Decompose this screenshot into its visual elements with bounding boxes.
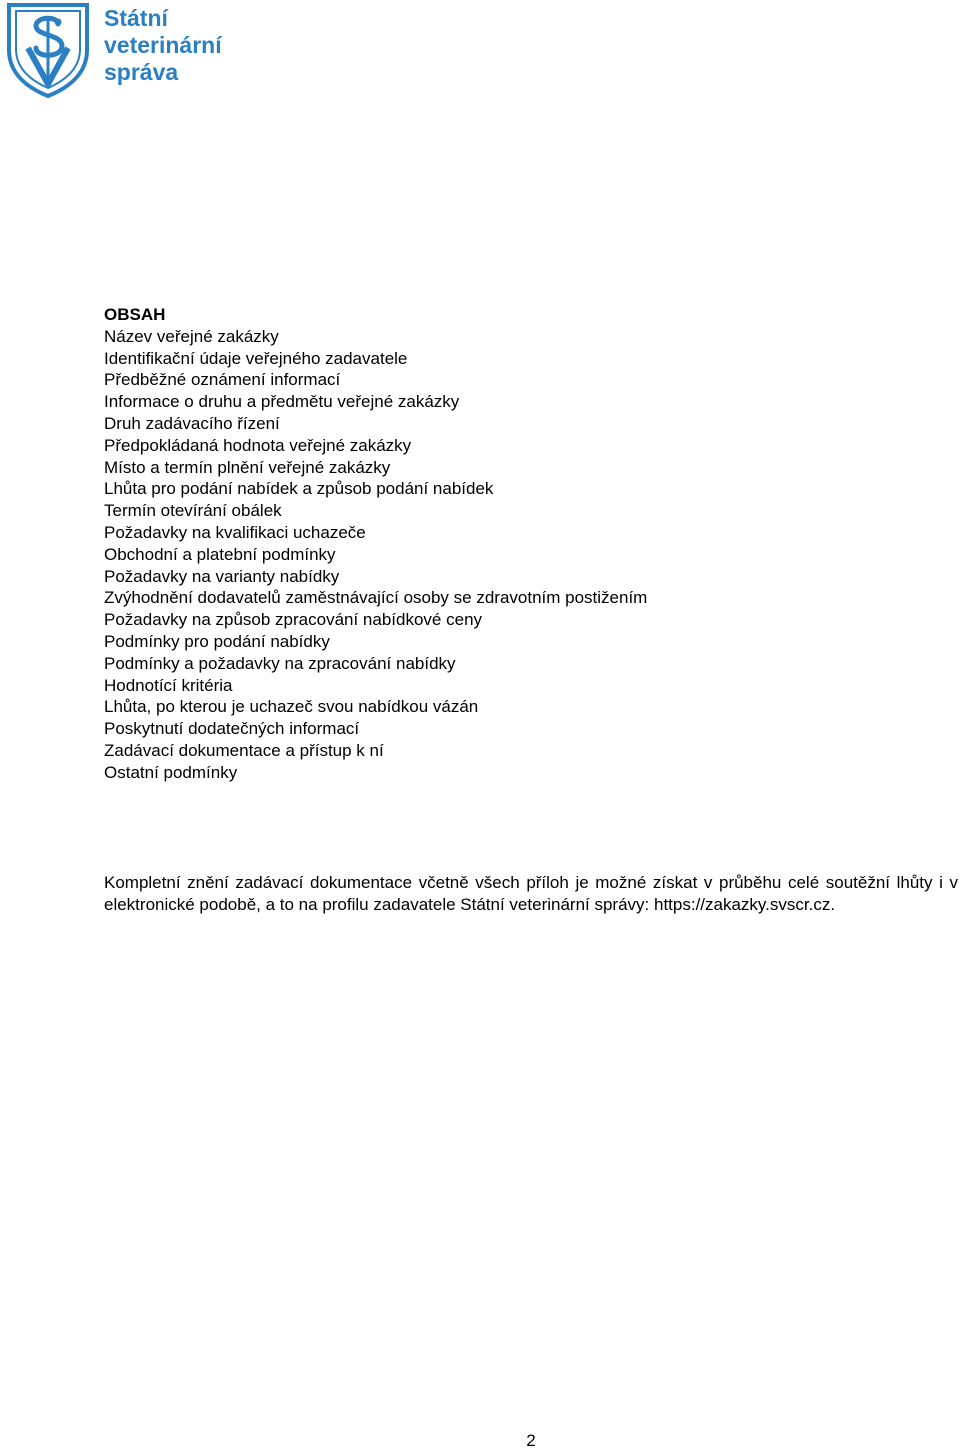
toc-heading: OBSAH [104,305,166,324]
toc-item: Požadavky na způsob zpracování nabídkové ceny [104,610,483,630]
toc-item: Zvýhodnění dodavatelů zaměstnávající osoby se zdravotním postižením [104,588,648,608]
toc-item: Požadavky na kvalifikaci uchazeče [104,522,366,542]
toc-item: Poskytnutí dodatečných informací [104,719,360,739]
toc-item: Druh zadávacího řízení [104,413,280,433]
toc-item: Podmínky a požadavky na zpracování nabídky [104,653,456,673]
toc-item: Podmínky pro podání nabídky [104,631,330,651]
logo-line-2: veterinární [104,32,222,58]
toc-item: Lhůta pro podání nabídek a způsob podání nabídek [104,479,494,499]
logo-wordmark [104,5,222,86]
toc-item: Hodnotící kritéria [104,675,233,695]
toc-item: Identifikační údaje veřejného zadavatele [104,348,408,368]
logo-line-1: Státní [104,5,168,31]
toc-item: Místo a termín plnění veřejné zakázky [104,457,391,477]
toc-list [104,326,647,784]
documentation-note: Kompletní znění zadávací dokumentace včetně všech příloh je možné získat v průběhu celé soutěžní lhůty i v elektronické podobě, a to na profilu zadavatele Státní veterinární správy: https://zakazky.svscr.cz. [104,873,958,914]
toc-item: Ostatní podmínky [104,762,238,782]
svs-logo [6,2,238,100]
table-of-contents [104,304,647,784]
toc-item: Termín otevírání obálek [104,501,282,521]
toc-item: Informace o druhu a předmětu veřejné zakázky [104,392,460,412]
svs-shield-icon [6,2,90,98]
toc-item: Předběžné oznámení informací [104,370,341,390]
toc-item: Předpokládaná hodnota veřejné zakázky [104,435,412,455]
logo-line-3: správa [104,59,179,85]
toc-item: Zadávací dokumentace a přístup k ní [104,740,384,760]
toc-item: Lhůta, po kterou je uchazeč svou nabídkou vázán [104,697,479,717]
toc-item: Požadavky na varianty nabídky [104,566,340,586]
toc-item: Název veřejné zakázky [104,326,279,346]
page-number: 2 [526,1431,536,1450]
toc-item: Obchodní a platební podmínky [104,544,336,564]
